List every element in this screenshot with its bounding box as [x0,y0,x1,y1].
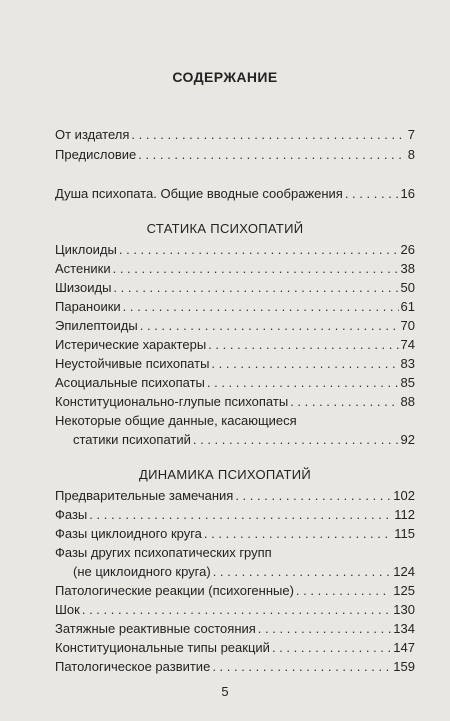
entry-label: Конституциональные типы реакций [55,640,270,655]
entry-label: Неустойчивые психопаты [55,356,210,371]
entry-page: 16 [400,186,415,201]
entry-page: 85 [400,375,415,390]
toc-entry [55,126,415,144]
entry-label: Астеники [55,261,111,276]
toc-entry [55,582,415,600]
entry-label: статики психопатий [73,432,191,447]
entry-page: 38 [400,261,415,276]
toc-entry [55,601,415,619]
entry-page: 124 [393,564,415,579]
toc-entry [55,279,415,297]
dot-leader [131,126,405,144]
entry-page: 61 [400,299,415,314]
toc-entry [55,146,415,164]
entry-page: 70 [400,318,415,333]
entry-page: 147 [393,640,415,655]
page-number: 5 [221,684,229,699]
toc-entry-continuation [73,431,415,449]
dot-leader [89,506,392,524]
entry-page: 134 [393,621,415,636]
entry-page: 7 [407,127,415,142]
dot-leader [208,336,398,354]
toc-entry [55,525,415,543]
entry-label: Эпилептоиды [55,318,138,333]
dot-leader [290,393,398,411]
entry-label: Душа психопата. Общие вводные соображения [55,186,343,201]
toc-entry [55,412,415,430]
entry-page: 159 [393,659,415,674]
entry-page: 112 [394,507,415,522]
entry-label: Предисловие [55,147,137,162]
entry-label: Асоциальные психопаты [55,375,205,390]
section-heading: ДИНАМИКА ПСИХОПАТИЙ [139,467,311,482]
dot-leader [213,563,392,581]
toc-entry-continuation [73,563,415,581]
toc-entry [55,544,415,562]
dot-leader [113,279,398,297]
dot-leader [345,185,399,203]
toc-entry [55,374,415,392]
section-heading: СТАТИКА ПСИХОПАТИЙ [146,221,304,236]
entry-page: 92 [400,432,415,447]
entry-label: Некоторые общие данные, касающиеся [55,413,297,428]
entry-label: Фазы [55,507,88,522]
toc-entry [55,260,415,278]
dot-leader [235,487,391,505]
dot-leader [204,525,392,543]
entry-label: Патологическое развитие [55,659,211,674]
entry-label: Истерические характеры [55,337,207,352]
dot-leader [207,374,399,392]
toc-entry [55,393,415,411]
toc-entry [55,317,415,335]
entry-label: Шок [55,602,80,617]
dot-leader [140,317,399,335]
entry-label: Параноики [55,299,121,314]
entry-page: 8 [407,147,415,162]
toc-entry [55,298,415,316]
entry-page: 115 [394,526,415,541]
entry-label: Предварительные замечания [55,488,234,503]
toc-entry [55,336,415,354]
entry-label: Фазы других психопатических групп [55,545,272,560]
entry-label: Фазы циклоидного круга [55,526,202,541]
entry-label: Циклоиды [55,242,117,257]
entry-label: Шизоиды [55,280,112,295]
toc-entry [55,620,415,638]
page-title: СОДЕРЖАНИЕ [172,69,278,85]
dot-leader [119,241,399,259]
dot-leader [193,431,399,449]
entry-page: 26 [400,242,415,257]
toc-entry [55,639,415,657]
toc-entry [55,506,415,524]
toc-entry [55,487,415,505]
entry-label: От издателя [55,127,130,142]
entry-page: 74 [400,337,415,352]
toc-entry [55,355,415,373]
toc-entry [55,241,415,259]
entry-page: 88 [400,394,415,409]
entry-page: 130 [393,602,415,617]
dot-leader [123,298,399,316]
dot-leader [211,355,398,373]
entry-page: 125 [393,583,415,598]
entry-page: 102 [393,488,415,503]
entry-label: Затяжные реактивные состояния [55,621,256,636]
toc-entry [55,185,415,203]
entry-label: (не циклоидного круга) [73,564,211,579]
entry-page: 50 [400,280,415,295]
entry-label: Конституционально-глупые психопаты [55,394,289,409]
dot-leader [212,658,391,676]
dot-leader [113,260,399,278]
entry-label: Патологические реакции (психогенные) [55,583,294,598]
entry-page: 83 [400,356,415,371]
dot-leader [272,639,391,657]
toc-entry [55,658,415,676]
dot-leader [138,146,406,164]
dot-leader [82,601,391,619]
dot-leader [258,620,392,638]
dot-leader [296,582,391,600]
